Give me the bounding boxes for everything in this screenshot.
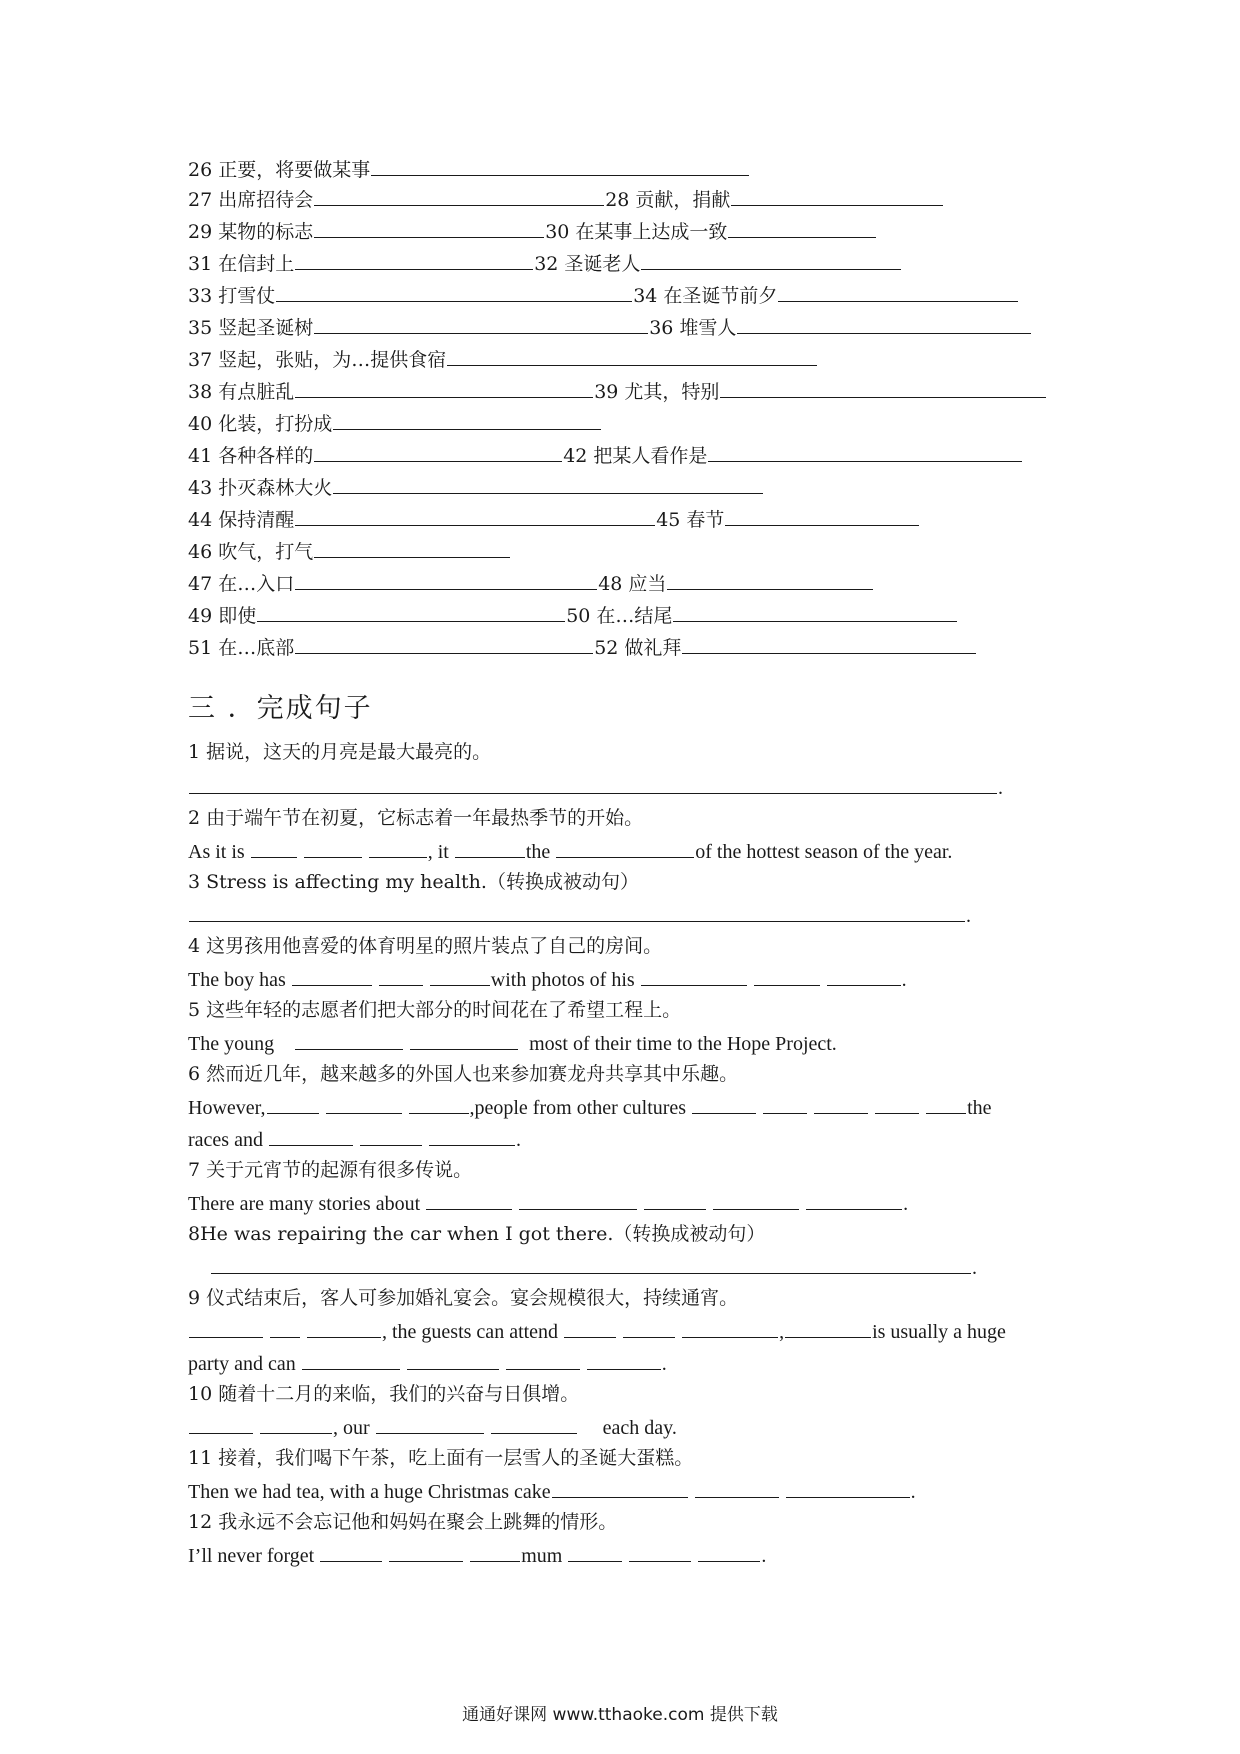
answer-blank[interactable] [429, 1126, 515, 1146]
vocab-item-31 [188, 250, 902, 276]
answer-blank[interactable] [276, 282, 632, 302]
answer-blank[interactable] [827, 966, 901, 986]
sentence-8-answer-line [210, 1254, 977, 1280]
answer-blank[interactable] [409, 1094, 469, 1114]
vocab-item-35 [188, 314, 1032, 340]
answer-blank[interactable] [629, 1542, 691, 1562]
answer-blank[interactable] [189, 774, 997, 794]
answer-blank[interactable] [295, 634, 593, 654]
sentence-1-prompt: 1 据说，这天的月亮是最大最亮的。 [188, 741, 492, 763]
sentence-11-english: Then we had tea, with a huge Christmas cake . [188, 1478, 916, 1504]
answer-blank[interactable] [786, 1478, 910, 1498]
answer-blank[interactable] [763, 1094, 807, 1114]
answer-blank[interactable] [371, 156, 749, 176]
vocab-prompt: 38 有点脏乱 [188, 381, 295, 403]
answer-blank[interactable] [519, 1190, 637, 1210]
answer-blank[interactable] [698, 1542, 760, 1562]
sentence-9-english: , the guests can attend , is usually a huge [188, 1318, 1006, 1344]
answer-blank[interactable] [292, 966, 372, 986]
answer-blank[interactable] [211, 1254, 971, 1274]
answer-blank[interactable] [556, 838, 694, 858]
answer-blank[interactable] [426, 1190, 512, 1210]
vocab-item-44 [188, 506, 920, 532]
sentence-12-prompt: 12 我永远不会忘记他和妈妈在聚会上跳舞的情形。 [188, 1511, 618, 1533]
answer-blank[interactable] [295, 506, 655, 526]
sentence-6-prompt: 6 然而近几年，越来越多的外国人也来参加赛龙舟共享其中乐趣。 [188, 1063, 739, 1085]
sentence-8-prompt: 8He was repairing the car when I got there.（转换成被动句） [188, 1223, 766, 1245]
answer-blank[interactable] [307, 1318, 381, 1338]
sentence-11-prompt: 11 接着，我们喝下午茶，吃上面有一层雪人的圣诞大蛋糕。 [188, 1447, 694, 1469]
answer-blank[interactable] [320, 1542, 382, 1562]
answer-blank[interactable] [295, 378, 593, 398]
sentence-10-prompt: 10 随着十二月的来临，我们的兴奋与日俱增。 [188, 1383, 580, 1405]
vocab-prompt: 48 应当 [598, 573, 667, 595]
section-title: 三 ．完成句子 [188, 693, 373, 724]
vocab-item-29 [188, 218, 877, 244]
answer-blank[interactable] [314, 442, 562, 462]
answer-blank[interactable] [295, 570, 597, 590]
vocab-prompt: 33 打雪仗 [188, 285, 276, 307]
vocab-prompt: 35 竖起圣诞树 [188, 317, 314, 339]
sentence-10-english: , our each day. [188, 1414, 677, 1440]
answer-blank[interactable] [806, 1190, 902, 1210]
footer-source: 通通好课网 www.tthaoke.com 提供下载 [462, 1705, 778, 1725]
answer-blank[interactable] [251, 838, 297, 858]
vocab-prompt: 49 即使 [188, 605, 257, 627]
vocab-prompt: 28 贡献，捐献 [605, 189, 731, 211]
answer-blank[interactable] [564, 1318, 616, 1338]
answer-blank[interactable] [875, 1094, 919, 1114]
answer-blank[interactable] [314, 314, 648, 334]
answer-blank[interactable] [333, 474, 763, 494]
answer-blank[interactable] [267, 1094, 319, 1114]
answer-blank[interactable] [695, 1478, 779, 1498]
vocab-prompt: 31 在信封上 [188, 253, 295, 275]
answer-blank[interactable] [189, 1318, 263, 1338]
vocab-item-49 [188, 602, 958, 628]
answer-blank[interactable] [314, 218, 544, 238]
sentence-5-english: The young most of their time to the Hope Project. [188, 1030, 837, 1056]
answer-blank[interactable] [682, 1318, 778, 1338]
sentence-2-english: As it is , it the of the hottest season of the year. [188, 838, 952, 864]
period: . [998, 777, 1003, 799]
answer-blank[interactable] [491, 1414, 577, 1434]
answer-blank[interactable] [785, 1318, 871, 1338]
sentence-2-prompt: 2 由于端午节在初夏，它标志着一年最热季节的开始。 [188, 807, 644, 829]
vocab-item-26 [188, 156, 750, 182]
answer-blank[interactable] [778, 282, 1018, 302]
answer-blank[interactable] [673, 602, 957, 622]
vocab-item-51 [188, 634, 977, 660]
answer-blank[interactable] [295, 250, 533, 270]
sentence-9-english-cont: party and can . [188, 1350, 667, 1376]
vocab-prompt: 51 在…底部 [188, 637, 295, 659]
answer-blank[interactable] [725, 506, 919, 526]
sentence-1-answer-line [188, 774, 1003, 800]
answer-blank[interactable] [644, 1190, 706, 1210]
period: . [966, 905, 971, 927]
answer-blank[interactable] [389, 1542, 463, 1562]
answer-blank[interactable] [737, 314, 1031, 334]
answer-blank[interactable] [302, 1350, 400, 1370]
answer-blank[interactable] [189, 1414, 253, 1434]
answer-blank[interactable] [369, 838, 427, 858]
answer-blank[interactable] [623, 1318, 675, 1338]
sentence-4-english: The boy has with photos of his . [188, 966, 907, 992]
answer-blank[interactable] [360, 1126, 422, 1146]
vocab-prompt: 30 在某事上达成一致 [545, 221, 728, 243]
answer-blank[interactable] [708, 442, 1022, 462]
vocab-item-47 [188, 570, 874, 596]
vocab-prompt: 42 把某人看作是 [563, 445, 708, 467]
sentence-7-prompt: 7 关于元宵节的起源有很多传说。 [188, 1159, 473, 1181]
answer-blank[interactable] [814, 1094, 868, 1114]
answer-blank[interactable] [333, 410, 601, 430]
answer-blank[interactable] [314, 538, 510, 558]
answer-blank[interactable] [926, 1094, 966, 1114]
vocab-prompt: 43 扑灭森林大火 [188, 477, 333, 499]
answer-blank[interactable] [713, 1190, 799, 1210]
vocab-prompt: 45 春节 [656, 509, 725, 531]
answer-blank[interactable] [410, 1030, 518, 1050]
answer-blank[interactable] [270, 1318, 300, 1338]
vocab-prompt: 52 做礼拜 [594, 637, 682, 659]
vocab-prompt: 32 圣诞老人 [534, 253, 641, 275]
answer-blank[interactable] [667, 570, 873, 590]
answer-blank[interactable] [720, 378, 1046, 398]
vocab-prompt: 41 各种各样的 [188, 445, 314, 467]
vocab-item-27 [188, 186, 944, 212]
vocab-prompt: 44 保持清醒 [188, 509, 295, 531]
answer-blank[interactable] [326, 1094, 402, 1114]
answer-blank[interactable] [728, 218, 876, 238]
sentence-4-prompt: 4 这男孩用他喜爱的体育明星的照片装点了自己的房间。 [188, 935, 663, 957]
vocab-prompt: 40 化装，打扮成 [188, 413, 333, 435]
sentence-6-english-cont: races and . [188, 1126, 521, 1152]
sentence-7-english: There are many stories about . [188, 1190, 908, 1216]
vocab-item-46 [188, 538, 511, 564]
vocab-item-33 [188, 282, 1019, 308]
answer-blank[interactable] [568, 1542, 622, 1562]
answer-blank[interactable] [731, 186, 943, 206]
answer-blank[interactable] [754, 966, 820, 986]
answer-blank[interactable] [295, 1030, 403, 1050]
answer-blank[interactable] [269, 1126, 353, 1146]
answer-blank[interactable] [189, 902, 965, 922]
vocab-item-37 [188, 346, 818, 372]
answer-blank[interactable] [447, 346, 817, 366]
sentence-9-prompt: 9 仪式结束后，客人可参加婚礼宴会。宴会规模很大，持续通宵。 [188, 1287, 739, 1309]
answer-blank[interactable] [304, 838, 362, 858]
answer-blank[interactable] [379, 966, 423, 986]
answer-blank[interactable] [314, 186, 604, 206]
answer-blank[interactable] [407, 1350, 499, 1370]
answer-blank[interactable] [257, 602, 565, 622]
answer-blank[interactable] [552, 1478, 688, 1498]
vocab-prompt: 29 某物的标志 [188, 221, 314, 243]
answer-blank[interactable] [506, 1350, 580, 1370]
answer-blank[interactable] [376, 1414, 484, 1434]
vocab-prompt: 27 出席招待会 [188, 189, 314, 211]
vocab-prompt: 50 在…结尾 [566, 605, 673, 627]
answer-blank[interactable] [470, 1542, 520, 1562]
answer-blank[interactable] [455, 838, 525, 858]
period: . [972, 1257, 977, 1279]
answer-blank[interactable] [587, 1350, 661, 1370]
vocab-item-43 [188, 474, 764, 500]
sentence-5-prompt: 5 这些年轻的志愿者们把大部分的时间花在了希望工程上。 [188, 999, 682, 1021]
answer-blank[interactable] [641, 966, 747, 986]
vocab-item-41 [188, 442, 1023, 468]
sentence-3-prompt: 3 Stress is affecting my health.（转换成被动句） [188, 871, 639, 893]
vocab-prompt: 39 尤其，特别 [594, 381, 720, 403]
answer-blank[interactable] [641, 250, 901, 270]
answer-blank[interactable] [692, 1094, 756, 1114]
answer-blank[interactable] [430, 966, 490, 986]
vocab-prompt: 26 正要，将要做某事 [188, 159, 371, 181]
vocab-prompt: 47 在…入口 [188, 573, 295, 595]
vocab-prompt: 34 在圣诞节前夕 [633, 285, 778, 307]
sentence-3-answer-line [188, 902, 971, 928]
vocab-prompt: 37 竖起，张贴，为…提供食宿 [188, 349, 447, 371]
vocab-prompt: 36 堆雪人 [649, 317, 737, 339]
vocab-prompt: 46 吹气，打气 [188, 541, 314, 563]
answer-blank[interactable] [682, 634, 976, 654]
sentence-6-english: However, ,people from other cultures the [188, 1094, 992, 1120]
sentence-12-english: I’ll never forget mum . [188, 1542, 766, 1568]
vocab-item-38 [188, 378, 1047, 404]
answer-blank[interactable] [260, 1414, 332, 1434]
vocab-item-40 [188, 410, 602, 436]
